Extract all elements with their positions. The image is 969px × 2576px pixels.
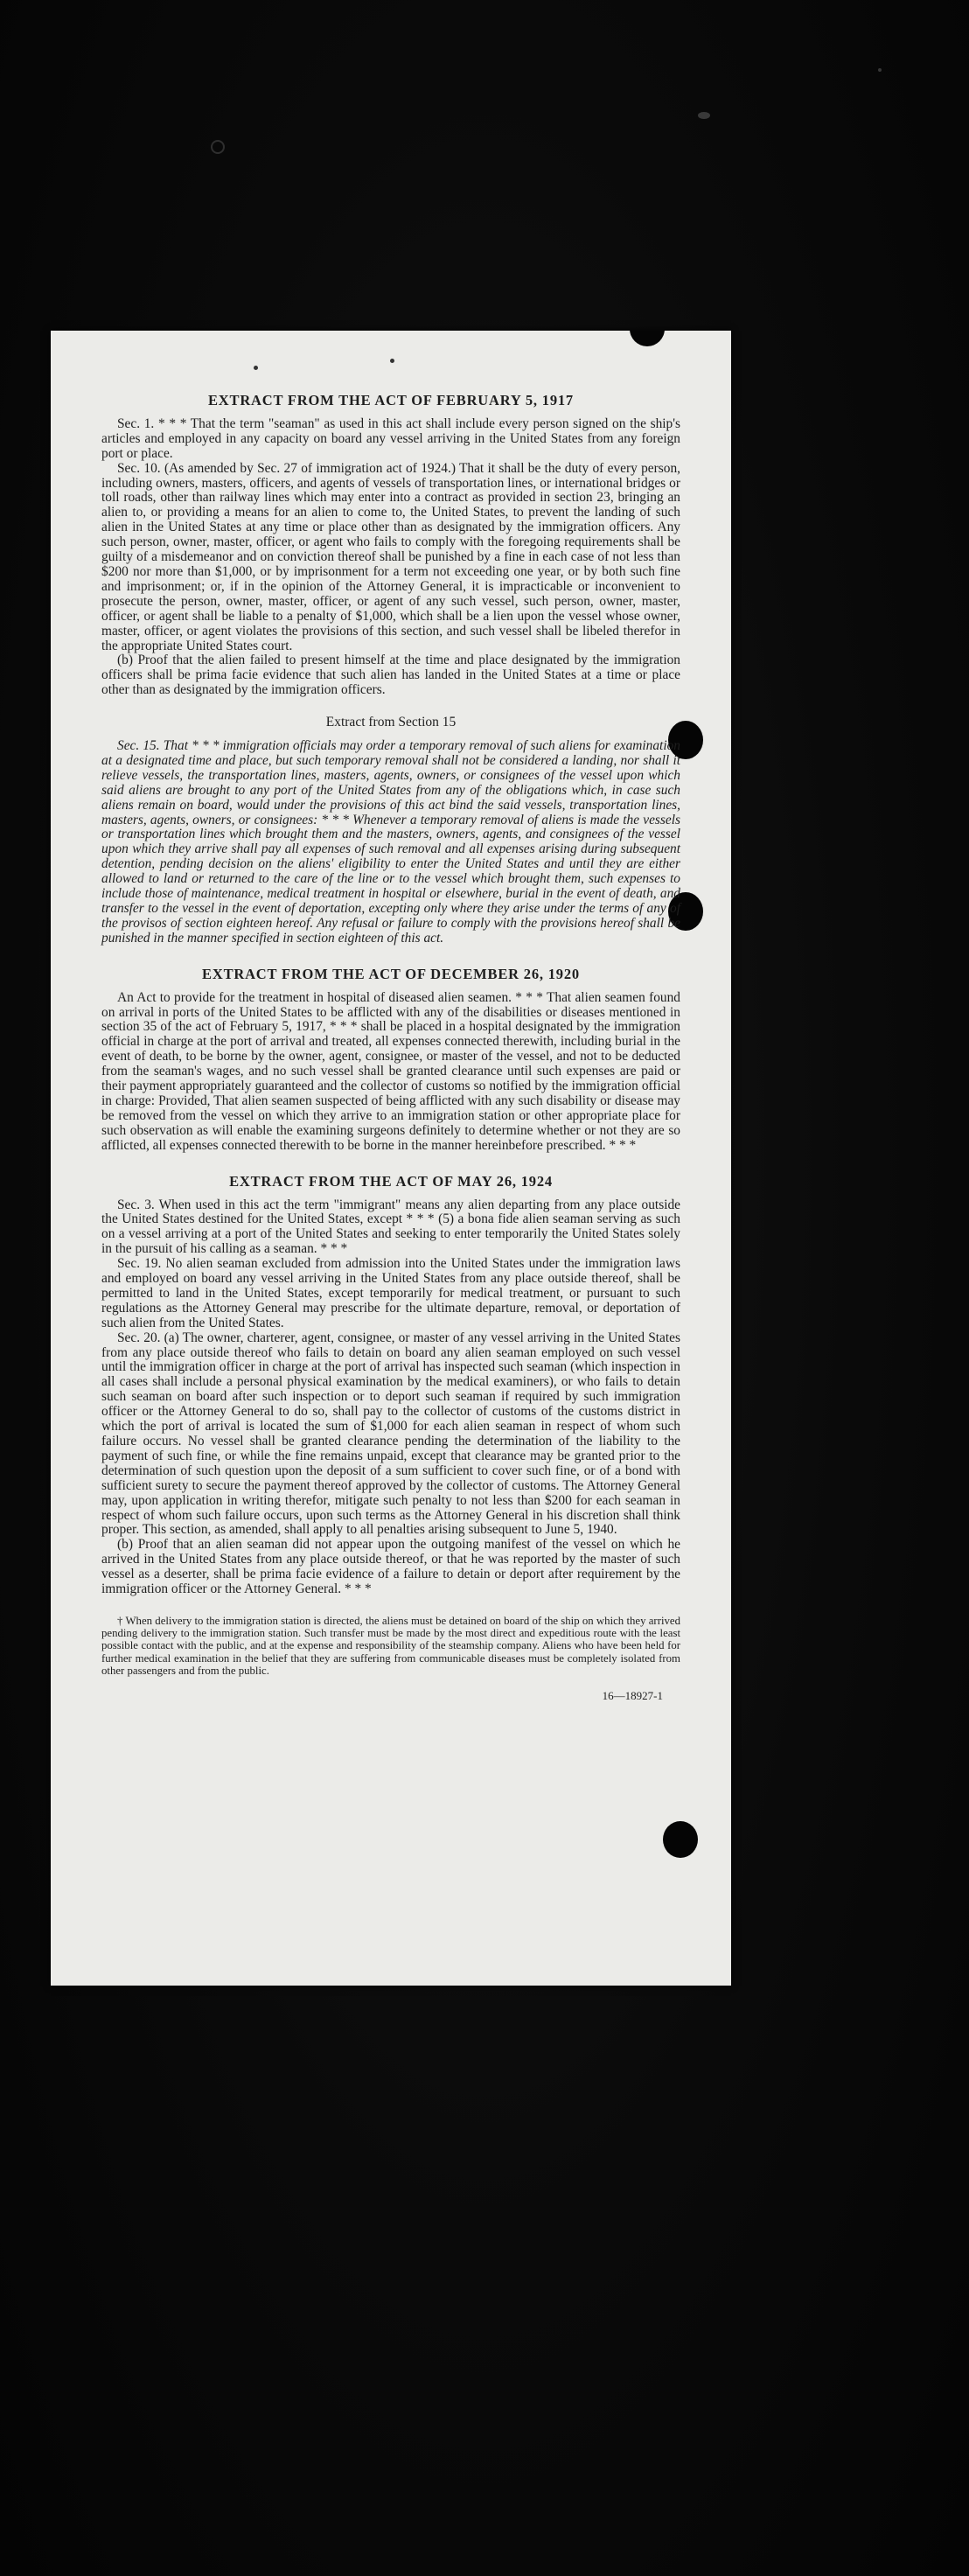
paragraph: Sec. 3. When used in this act the term "immigrant" means any alien departing from any place outside the United States destined for the United States, except * * * (5) a bona fide alien seaman serving as such on a vessel arriving at a port of the United States and seeking to enter temporarily the United States solely in the pursuit of his calling as a seaman. * * * [101, 1197, 680, 1257]
paragraph: An Act to provide for the treatment in hospital of diseased alien seamen. * * * That alien seamen found on arrival in ports of the United States to be afflicted with any of the disabilities or diseases mentioned in section 35 of the act of February 5, 1917, * * * shall be placed in a hospital designated by the immigration official in charge at the port of arrival and treated, all expenses connected therewith, including burial in the event of death, to be borne by the owner, agent, consignee, or master of the vessel, and not to be deducted from the seaman's wages, and no such vessel shall be granted clearance until such expenses are paid or their payment appropriately guaranteed and the collector of customs so notified by the immigration official in charge: Provided, That alien seamen suspected of being afflicted with any such disability or disease may be removed from the vessel on which they arrive to an immigration station or other appropriate place for such observation as will enable the examining surgeons definitely to determine whether or not they are so afflicted, all expenses connected therewith to be borne in the manner hereinbefore prescribed. * * * [101, 989, 680, 1153]
footnote-text: † When delivery to the immigration station is directed, the aliens must be detained on board of the ship on which they arrived pending delivery to the immigration station. Such transfer must be made by the most direct and expeditious route with the least possible contact with the public, and at the expense and responsibility of the steamship company. Aliens who have been held for further medical examination in the belief that they are suffering from communicable diseases must be completely isolated from other passengers and from the public. [101, 1614, 680, 1677]
film-speck [878, 68, 882, 72]
paragraph: Sec. 19. No alien seaman excluded from admission into the United States under the immigration laws and employed on board any vessel arriving in the United States from any place outside thereof, shall be permitted to land in the United States, except temporarily for medical treatment, or pursuant to such regulations as the Attorney General may prescribe for the ultimate departure, removal, or deportation of such alien from the United States. [101, 1256, 680, 1330]
punch-hole [663, 1821, 698, 1858]
paragraph: Sec. 20. (a) The owner, charterer, agent, consignee, or master of any vessel arriving in the United States from any place outside thereof who fails to detain on board any alien seaman employed on such vessel until the immigration officer in charge at the port of arrival has inspected such seaman (which inspection in all cases shall include a personal physical examination by the medical examiners), or who fails to detain such seaman on board after such inspection or to deport such seaman if required by such immigration officer or the Attorney General to do so, shall pay to the collector of customs of the customs district in which the port of arrival is located the sum of $1,000 for each alien seaman in respect of whom such failure occurs. No vessel shall be granted clearance pending the determination of the liability to the payment of such fine, or while the fine remains unpaid, except that clearance may be granted prior to the determination of such question upon the deposit of a sum sufficient to cover such fine, or of a bond with sufficient surety to secure the payment thereof approved by the collector of customs. The Attorney General may, upon application in writing therefor, mitigate such penalty to not less than $200 for each seaman in respect of whom such failure occurs, upon such terms as the Attorney General in his discretion shall think proper. This section, as amended, shall apply to all penalties arising subsequent to June 5, 1940. [101, 1330, 680, 1538]
paragraph: Sec. 1. * * * That the term "seaman" as used in this act shall include every person signed on the ship's articles and employed in any capacity on board any vessel arriving in the United States from any foreign port or place. [101, 415, 680, 461]
document-body [101, 394, 680, 1704]
section-subheading: Extract from Section 15 [325, 715, 457, 730]
ink-mark [390, 359, 394, 363]
film-speck [698, 112, 710, 119]
document-page [51, 331, 731, 1986]
italic-section [101, 739, 680, 946]
paragraph: Sec. 10. (As amended by Sec. 27 of immigration act of 1924.) That it shall be the duty of every person, including owners, masters, officers, and agents of vessels of transportation lines, or international bridges or toll roads, other than railway lines which may enter into a contract as provided in section 23, bringing an alien to, or providing a means for an alien to come to, the United States, to prevent the landing of such alien in the United States at any time or place other than as designated by the immigration officers. Any such person, owner, master, officer, or agent who fails to comply with the foregoing requirements shall be guilty of a misdemeanor and on conviction thereof shall be punished by a fine in each case of not less than $200 nor more than $1,000, or by imprisonment for a term not exceeding one year, or by both such fine and imprisonment; or, if in the opinion of the Attorney General, it is impracticable or inconvenient to prosecute the person, owner, master, officer, or agent of any such vessel, such person, owner, master, officer, or agent shall be liable to a penalty of $1,000, which shall be a lien upon the vessel whose owner, master, officer, or agent violates the provisions of this section, and such vessel shall be libeled therefor in the appropriate United States court. [101, 460, 680, 653]
section-heading: EXTRACT FROM THE ACT OF FEBRUARY 5, 1917 [208, 392, 574, 408]
section-heading: EXTRACT FROM THE ACT OF MAY 26, 1924 [229, 1172, 553, 1190]
paragraph: Sec. 15. That * * * immigration officials may order a temporary removal of such aliens for examination at a designated time and place, but such temporary removal shall not be considered a landing, nor shall it relieve vessels, the transportation lines, masters, agents, owners, or consignees of the vessel upon which said aliens are brought to any port of the United States from any of the obligations which, in case such aliens remain on board, would under the provisions of this act bind the said vessels, transportation lines, masters, agents, owners, or consignees: * * * Whenever a temporary removal of aliens is made the vessels or transportation lines which brought them and the masters, owners, agents, and consignees of the vessel upon which they arrive shall pay all expenses of such removal and all expenses arising during subsequent detention, pending decision on the aliens' eligibility to enter the United States and until they are either allowed to land or returned to the care of the line or to the vessel which brought them, such expenses to include those of maintenance, medical treatment in hospital or elsewhere, burial in the event of death, and transfer to the vessel in the event of deportation, excepting only where they arise under the terms of any of the provisos of section eighteen hereof. Any refusal or failure to comply with the provisions hereof shall be punished in the manner specified in section eighteen of this act. [101, 738, 680, 946]
footnote [101, 1615, 680, 1677]
form-number: 16—18927-1 [602, 1688, 663, 1702]
film-speck [211, 140, 225, 154]
ink-mark [254, 366, 258, 370]
paragraph: (b) Proof that the alien failed to present himself at the time and place designated by the immigration officers shall be prima facie evidence that such alien has landed in the United States at a time or place other than as designated by the immigration officers. [101, 653, 680, 698]
paragraph: (b) Proof that an alien seaman did not appear upon the outgoing manifest of the vessel on which he arrived in the United States from any place outside thereof, or that he was reported by the master of such vessel as a deserter, shall be prima facie evidence of a failure to detain or deport after requirement by the immigration officer or the Attorney General. * * * [101, 1537, 680, 1597]
punch-hole [630, 331, 665, 346]
section-heading: EXTRACT FROM THE ACT OF DECEMBER 26, 1920 [202, 965, 580, 982]
